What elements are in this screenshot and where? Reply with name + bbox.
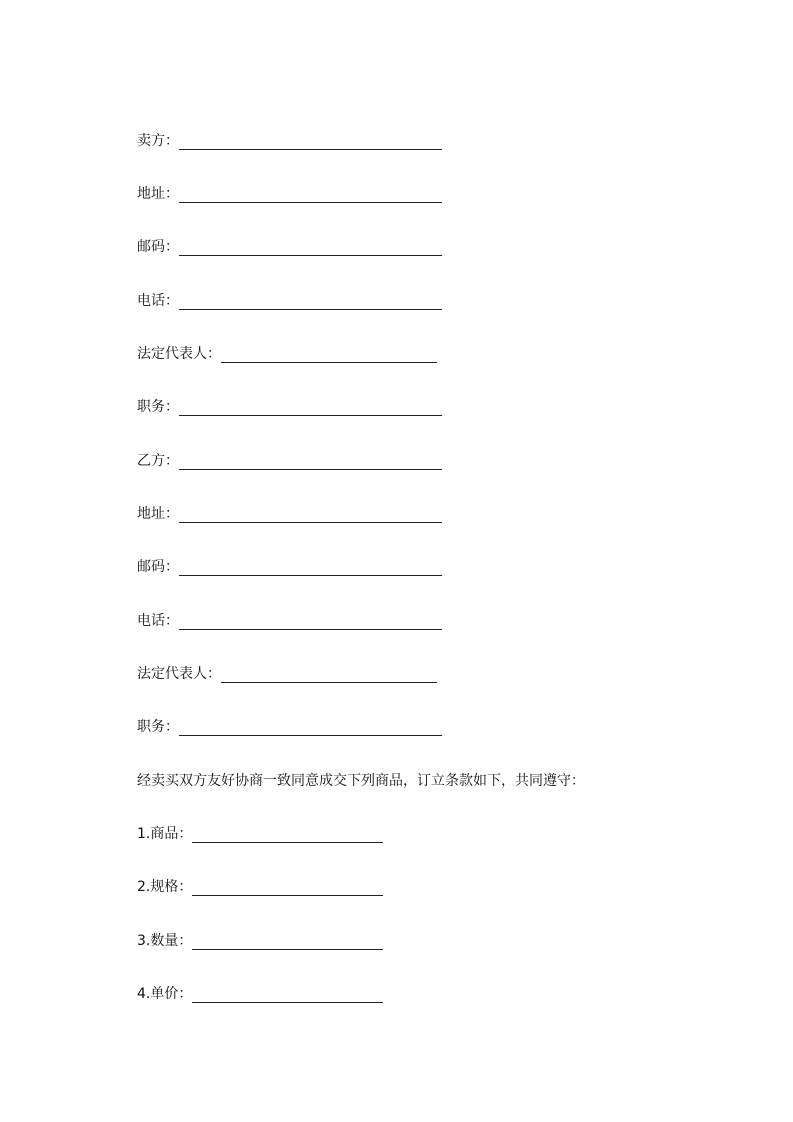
fill-blank[interactable] [192,986,383,1003]
term-unit-price-field [137,984,383,1004]
field-label: 1.商品： [137,826,193,842]
seller-phone-field [137,291,442,311]
field-label: 职务： [137,719,179,735]
field-label: 邮码： [137,239,179,255]
field-label: 2.规格： [137,879,193,895]
seller-position-field [137,397,442,417]
field-label: 乙方： [137,453,179,469]
fill-blank[interactable] [192,933,383,950]
seller-legal-rep-field [137,344,437,364]
term-spec-field [137,877,383,897]
buyer-position-field [137,717,442,737]
field-label: 职务： [137,399,179,415]
fill-blank[interactable] [179,399,442,416]
field-label: 电话： [137,613,179,629]
fill-blank[interactable] [179,239,442,256]
field-label: 卖方： [137,133,179,149]
fill-blank[interactable] [179,719,442,736]
fill-blank[interactable] [179,186,442,203]
fill-blank[interactable] [221,346,437,363]
fill-blank[interactable] [179,293,442,310]
agreement-paragraph: 经卖买双方友好协商一致同意成交下列商品，订立条款如下，共同遵守： [137,773,585,789]
buyer-phone-field [137,611,442,631]
fill-blank[interactable] [221,666,437,683]
term-quantity-field [137,931,383,951]
buyer-postcode-field [137,557,442,577]
buyer-address-field [137,504,442,524]
buyer-name-field [137,451,442,471]
field-label: 电话： [137,293,179,309]
field-label: 邮码： [137,559,179,575]
fill-blank[interactable] [179,506,442,523]
field-label: 法定代表人： [137,666,221,682]
field-label: 4.单价： [137,986,193,1002]
fill-blank[interactable] [179,613,442,630]
seller-name-field [137,131,442,151]
term-goods-field [137,824,383,844]
seller-postcode-field [137,237,442,257]
seller-address-field [137,184,442,204]
buyer-legal-rep-field [137,664,437,684]
fill-blank[interactable] [179,559,442,576]
field-label: 地址： [137,506,179,522]
field-label: 法定代表人： [137,346,221,362]
field-label: 3.数量： [137,933,193,949]
fill-blank[interactable] [192,879,383,896]
field-label: 地址： [137,186,179,202]
fill-blank[interactable] [179,453,442,470]
fill-blank[interactable] [179,133,442,150]
fill-blank[interactable] [192,826,383,843]
